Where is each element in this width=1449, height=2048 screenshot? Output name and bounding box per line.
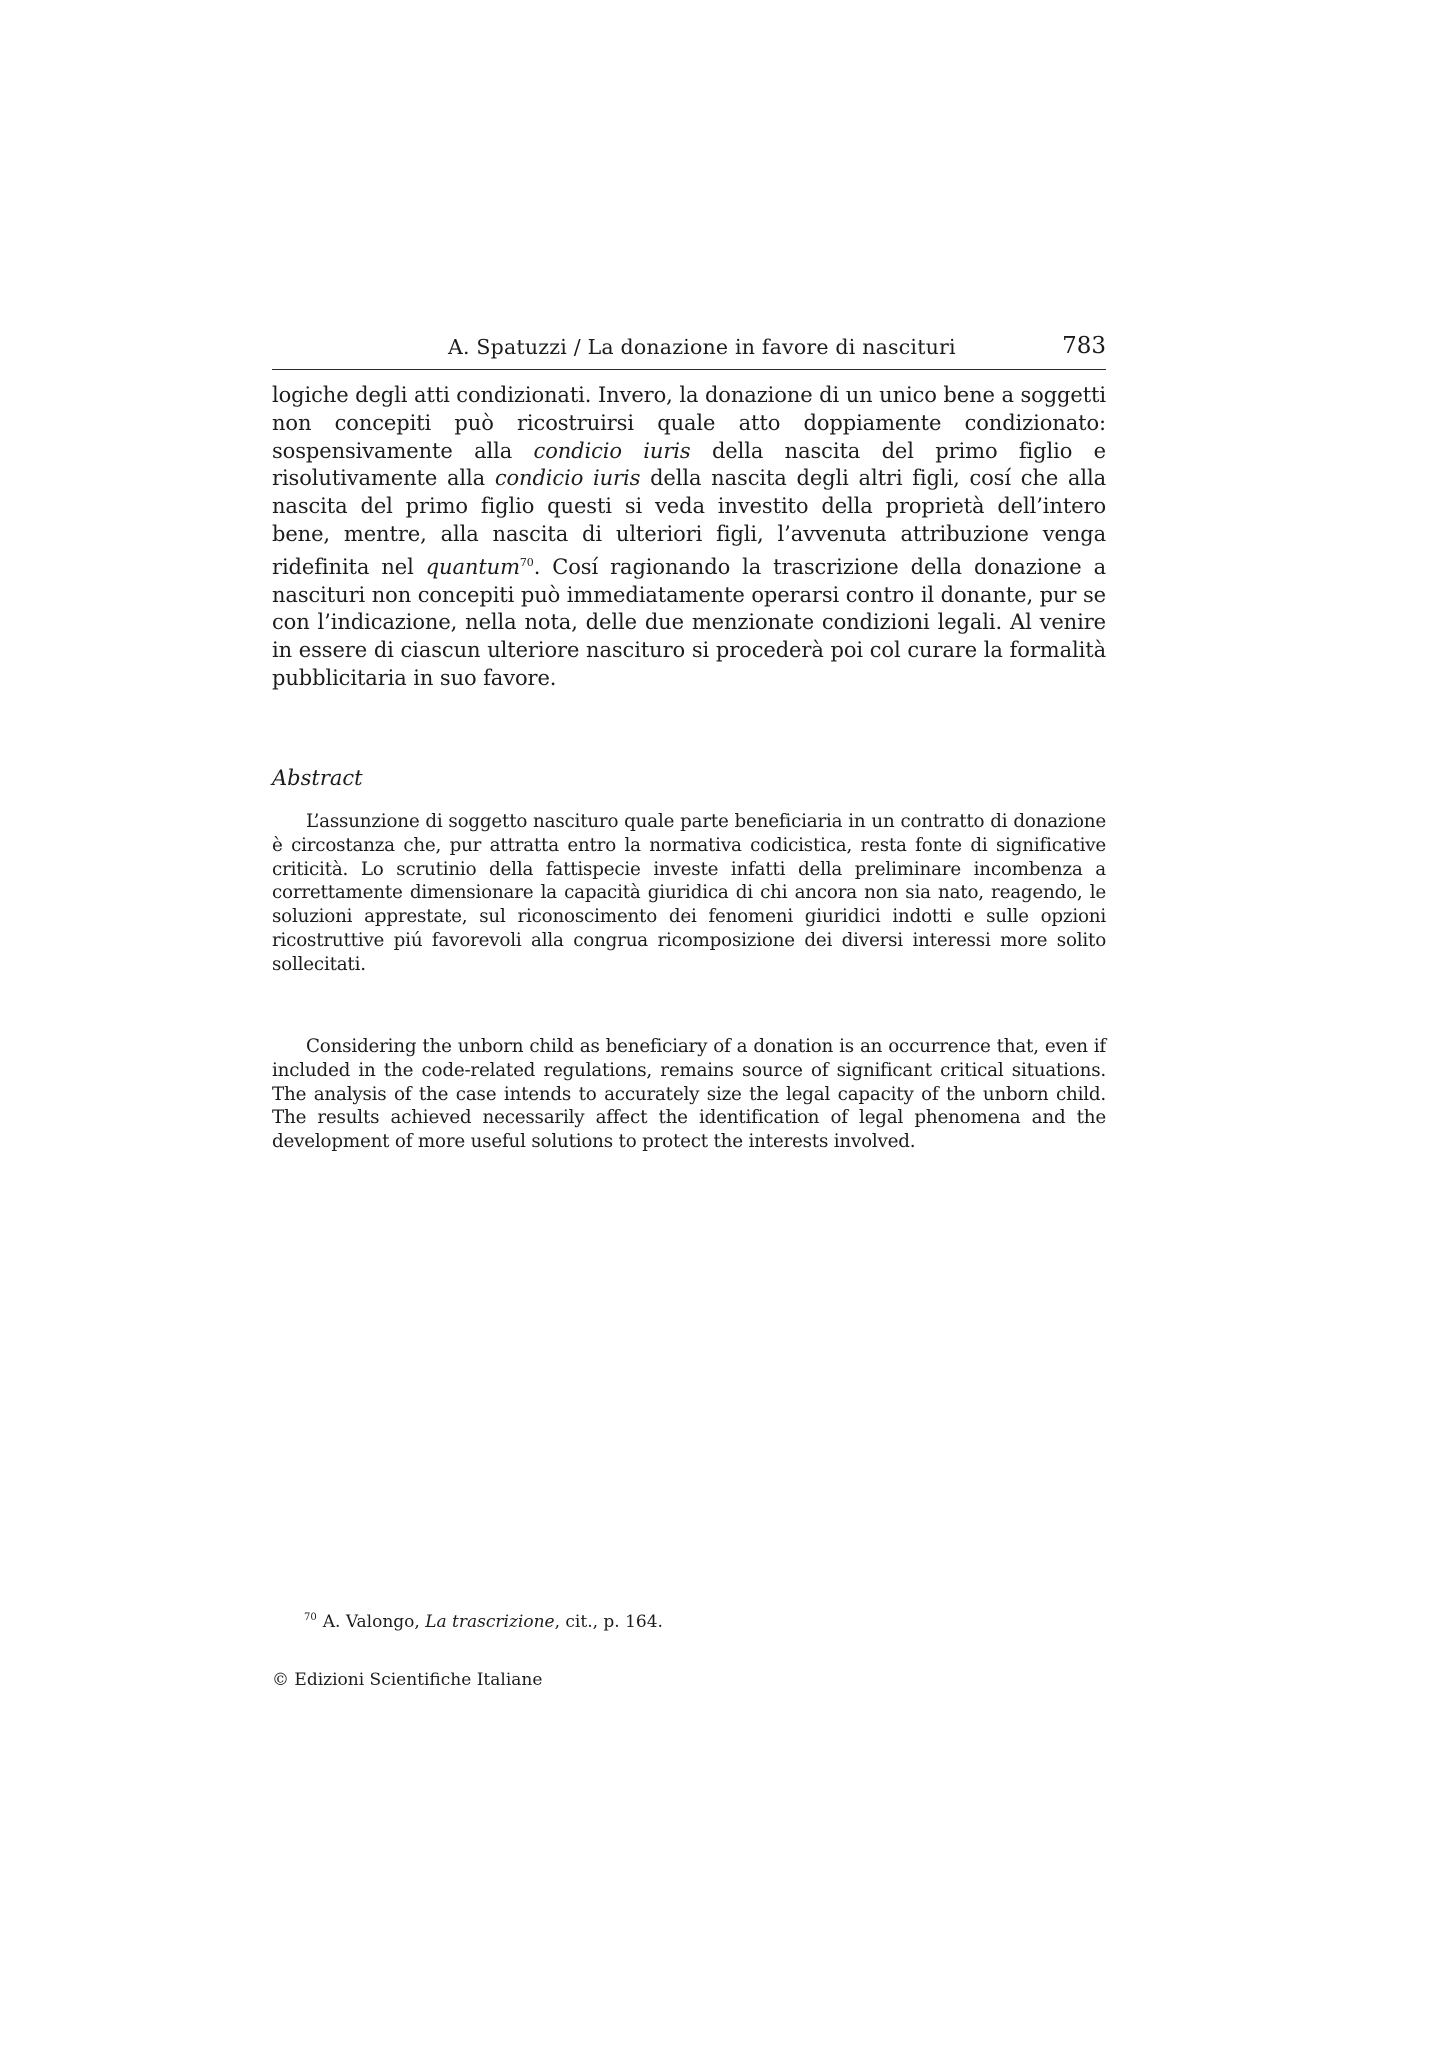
abstract-heading: Abstract bbox=[272, 766, 363, 790]
body-italic-3: quantum bbox=[425, 554, 520, 579]
copyright-notice: © Edizioni Scientifiche Italiane bbox=[272, 1670, 543, 1690]
footnote-reference: 70 bbox=[519, 555, 534, 569]
body-text-2: della nascita del primo figlio e risolutivamente alla bbox=[272, 438, 1106, 491]
running-header bbox=[272, 333, 1106, 370]
footnote-author: A. Valongo, bbox=[322, 1612, 426, 1632]
body-text-3: della nascita degli altri figli, cosí che alla nascita del primo figlio questi si veda investito della proprietà dell’intero bene, mentre, alla nascita di ulteriori figli, l’avvenuta attribuzione venga ridefinita nel bbox=[272, 466, 1106, 579]
body-italic-2: condicio iuris bbox=[494, 466, 641, 491]
page-number: 783 bbox=[1062, 333, 1106, 359]
abstract-italian: L’assunzione di soggetto nascituro quale parte beneficiaria in un contratto di donazione è circostanza che, pur attratta entro la normativa codicistica, resta fonte di significative criticità. Lo scrutinio della fattispecie investe infatti della preliminare incombenza a correttamente dimensionare la capacità giuridica di chi ancora non sia nato, reagendo, le soluzioni apprestate, sul riconoscimento dei fenomeni giuridici indotti e sulle opzioni ricostruttive piú favorevoli alla congrua ricomposizione dei diversi interessi more solito sollecitati. bbox=[272, 811, 1106, 975]
running-title: A. Spatuzzi / La donazione in favore di nascituri bbox=[448, 335, 956, 359]
footnote bbox=[304, 1612, 663, 1632]
footnote-citation: , cit., p. 164. bbox=[554, 1612, 663, 1632]
body-italic-1: condicio iuris bbox=[533, 438, 691, 463]
abstract-english: Considering the unborn child as beneficiary of a donation is an occurrence that, even if included in the code-related regulations, remains source of significant critical situations. The analysis of the case intends to accurately size the legal capacity of the unborn child. The results achieved necessarily affect the identification of legal phenomena and the development of more useful solutions to protect the interests involved. bbox=[272, 1036, 1106, 1153]
footnote-number: 70 bbox=[304, 1612, 317, 1623]
body-text-4: . Cosí ragionando la trascrizione della donazione a nascituri non concepiti può immediatamente operarsi contro il donante, pur se con l’indicazione, nella nota, delle due menzionate condizioni legali. Al venire in essere di ciascun ulteriore nascituro si procederà poi col curare la formalità pubblicitaria in suo favore. bbox=[272, 554, 1106, 690]
body-text-1: logiche degli atti condizionati. Invero, la donazione di un unico bene a soggetti non concepiti può ricostruirsi quale atto doppiamente condizionato: sospensivamente alla bbox=[272, 383, 1106, 463]
body-paragraph bbox=[272, 382, 1106, 693]
footnote-title: La trascrizione bbox=[425, 1612, 555, 1632]
